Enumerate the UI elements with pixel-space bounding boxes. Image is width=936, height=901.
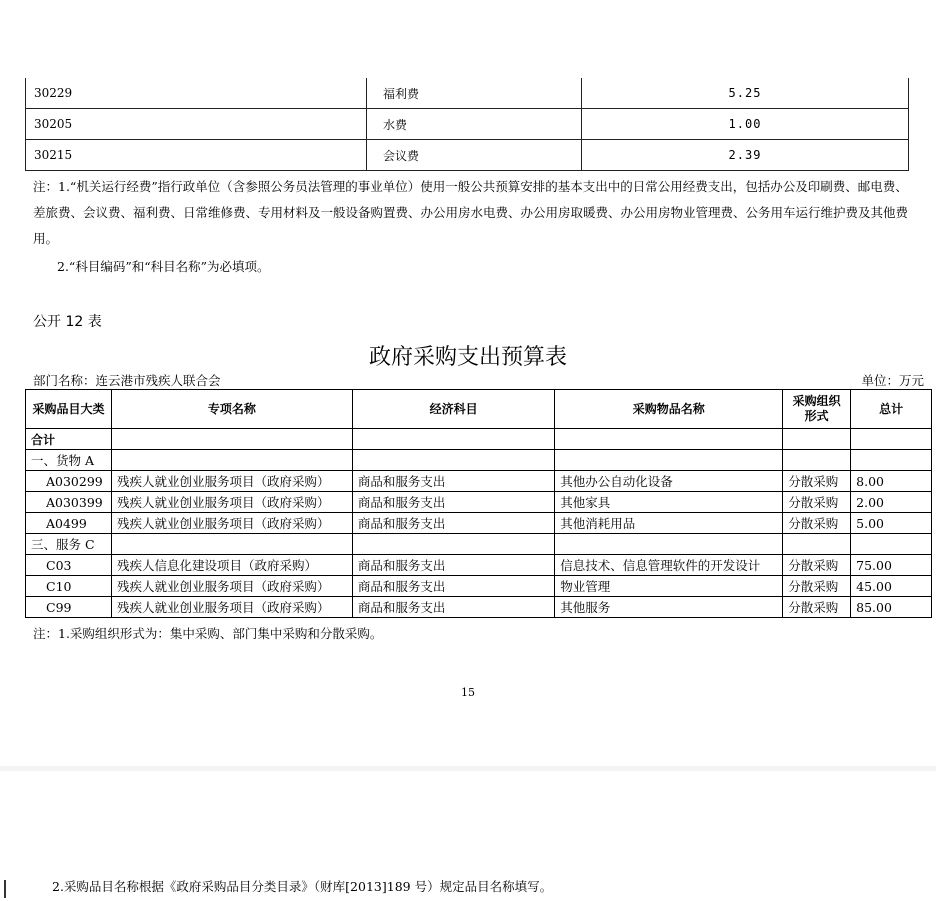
- item-code: A030299: [26, 471, 112, 492]
- economic-subject: 商品和服务支出: [352, 471, 554, 492]
- row-total: 75.00: [851, 555, 932, 576]
- economic-subject: 商品和服务支出: [352, 597, 554, 618]
- category-row-goods: [26, 450, 932, 471]
- table-row: [26, 140, 909, 171]
- procurement-form: 分散采购: [783, 471, 851, 492]
- table-row: [26, 471, 932, 492]
- amount: 2.39: [582, 140, 909, 171]
- project-name: 残疾人就业创业服务项目（政府采购）: [111, 513, 352, 534]
- total-row: [26, 429, 932, 450]
- item-name: 其他服务: [555, 597, 783, 618]
- table-row: [26, 555, 932, 576]
- procurement-budget-table: [25, 389, 932, 618]
- row-total: 85.00: [851, 597, 932, 618]
- note-required-fields: 2.“科目编码”和“科目名称”为必填项。: [57, 259, 270, 274]
- category-label: 一、货物 A: [26, 450, 112, 471]
- header-total: 总计: [851, 390, 932, 429]
- page-separator: [0, 766, 936, 771]
- table-row: [26, 513, 932, 534]
- subject-name: 水费: [367, 109, 582, 140]
- row-total: 2.00: [851, 492, 932, 513]
- category-label: 三、服务 C: [26, 534, 112, 555]
- item-name: 其他办公自动化设备: [555, 471, 783, 492]
- department-name: 部门名称：连云港市残疾人联合会: [33, 373, 221, 388]
- amount: 1.00: [582, 109, 909, 140]
- procurement-form: 分散采购: [783, 597, 851, 618]
- header-project: 专项名称: [111, 390, 352, 429]
- table-row: [26, 597, 932, 618]
- header-subject: 经济科目: [352, 390, 554, 429]
- procurement-form: 分散采购: [783, 492, 851, 513]
- subject-code: 30229: [26, 78, 367, 109]
- page-number: 15: [461, 686, 475, 699]
- header-form: 采购组织形式: [783, 390, 851, 429]
- procurement-form: 分散采购: [783, 576, 851, 597]
- procurement-form: 分散采购: [783, 513, 851, 534]
- table-row: [26, 576, 932, 597]
- item-code: A0499: [26, 513, 112, 534]
- amount: 5.25: [582, 78, 909, 109]
- item-code: C10: [26, 576, 112, 597]
- table-row: [26, 492, 932, 513]
- row-total: 5.00: [851, 513, 932, 534]
- table-row: [26, 78, 909, 109]
- table-row: [26, 109, 909, 140]
- subject-name: 福利费: [367, 78, 582, 109]
- project-name: 残疾人就业创业服务项目（政府采购）: [111, 576, 352, 597]
- table-header-row: [26, 390, 932, 429]
- economic-subject: 商品和服务支出: [352, 513, 554, 534]
- text-cursor: [4, 880, 6, 898]
- total-label: 合计: [26, 429, 112, 450]
- total-value: [851, 429, 932, 450]
- economic-subject: 商品和服务支出: [352, 492, 554, 513]
- subject-name: 会议费: [367, 140, 582, 171]
- economic-subject: 商品和服务支出: [352, 555, 554, 576]
- unit-label: 单位：万元: [861, 373, 924, 388]
- expense-detail-table: [25, 78, 909, 171]
- table-code: 公开 12 表: [33, 314, 102, 330]
- item-code: C03: [26, 555, 112, 576]
- row-total: 45.00: [851, 576, 932, 597]
- subject-code: 30215: [26, 140, 367, 171]
- page-title: 政府采购支出预算表: [368, 345, 567, 370]
- category-row-services: [26, 534, 932, 555]
- project-name: 残疾人就业创业服务项目（政府采购）: [111, 597, 352, 618]
- note-procurement-form: 注：1.采购组织形式为：集中采购、部门集中采购和分散采购。: [33, 626, 383, 641]
- project-name: 残疾人就业创业服务项目（政府采购）: [111, 492, 352, 513]
- header-category: 采购品目大类: [26, 390, 112, 429]
- row-total: 8.00: [851, 471, 932, 492]
- item-name: 信息技术、信息管理软件的开发设计: [555, 555, 783, 576]
- item-code: C99: [26, 597, 112, 618]
- item-name: 其他家具: [555, 492, 783, 513]
- item-code: A030399: [26, 492, 112, 513]
- project-name: 残疾人信息化建设项目（政府采购）: [111, 555, 352, 576]
- economic-subject: 商品和服务支出: [352, 576, 554, 597]
- item-name: 物业管理: [555, 576, 783, 597]
- item-name: 其他消耗用品: [555, 513, 783, 534]
- note-operating-expenses: 注：1.“机关运行经费”指行政单位（含参照公务员法管理的事业单位）使用一般公共预算安排的基本支出中的日常公用经费支出，包括办公及印刷费、邮电费、差旅费、会议费、福利费、日常维修费、专用材料及一般设备购置费、办公用房水电费、办公用房取暖费、办公用房物业管理费、公务用车运行维护费及其他费用。: [33, 179, 909, 246]
- procurement-form: 分散采购: [783, 555, 851, 576]
- header-item: 采购物品名称: [555, 390, 783, 429]
- subject-code: 30205: [26, 109, 367, 140]
- project-name: 残疾人就业创业服务项目（政府采购）: [111, 471, 352, 492]
- note-item-name-rule: 2.采购品目名称根据《政府采购品目分类目录》（财库[2013]189 号）规定品目名称填写。: [52, 879, 553, 894]
